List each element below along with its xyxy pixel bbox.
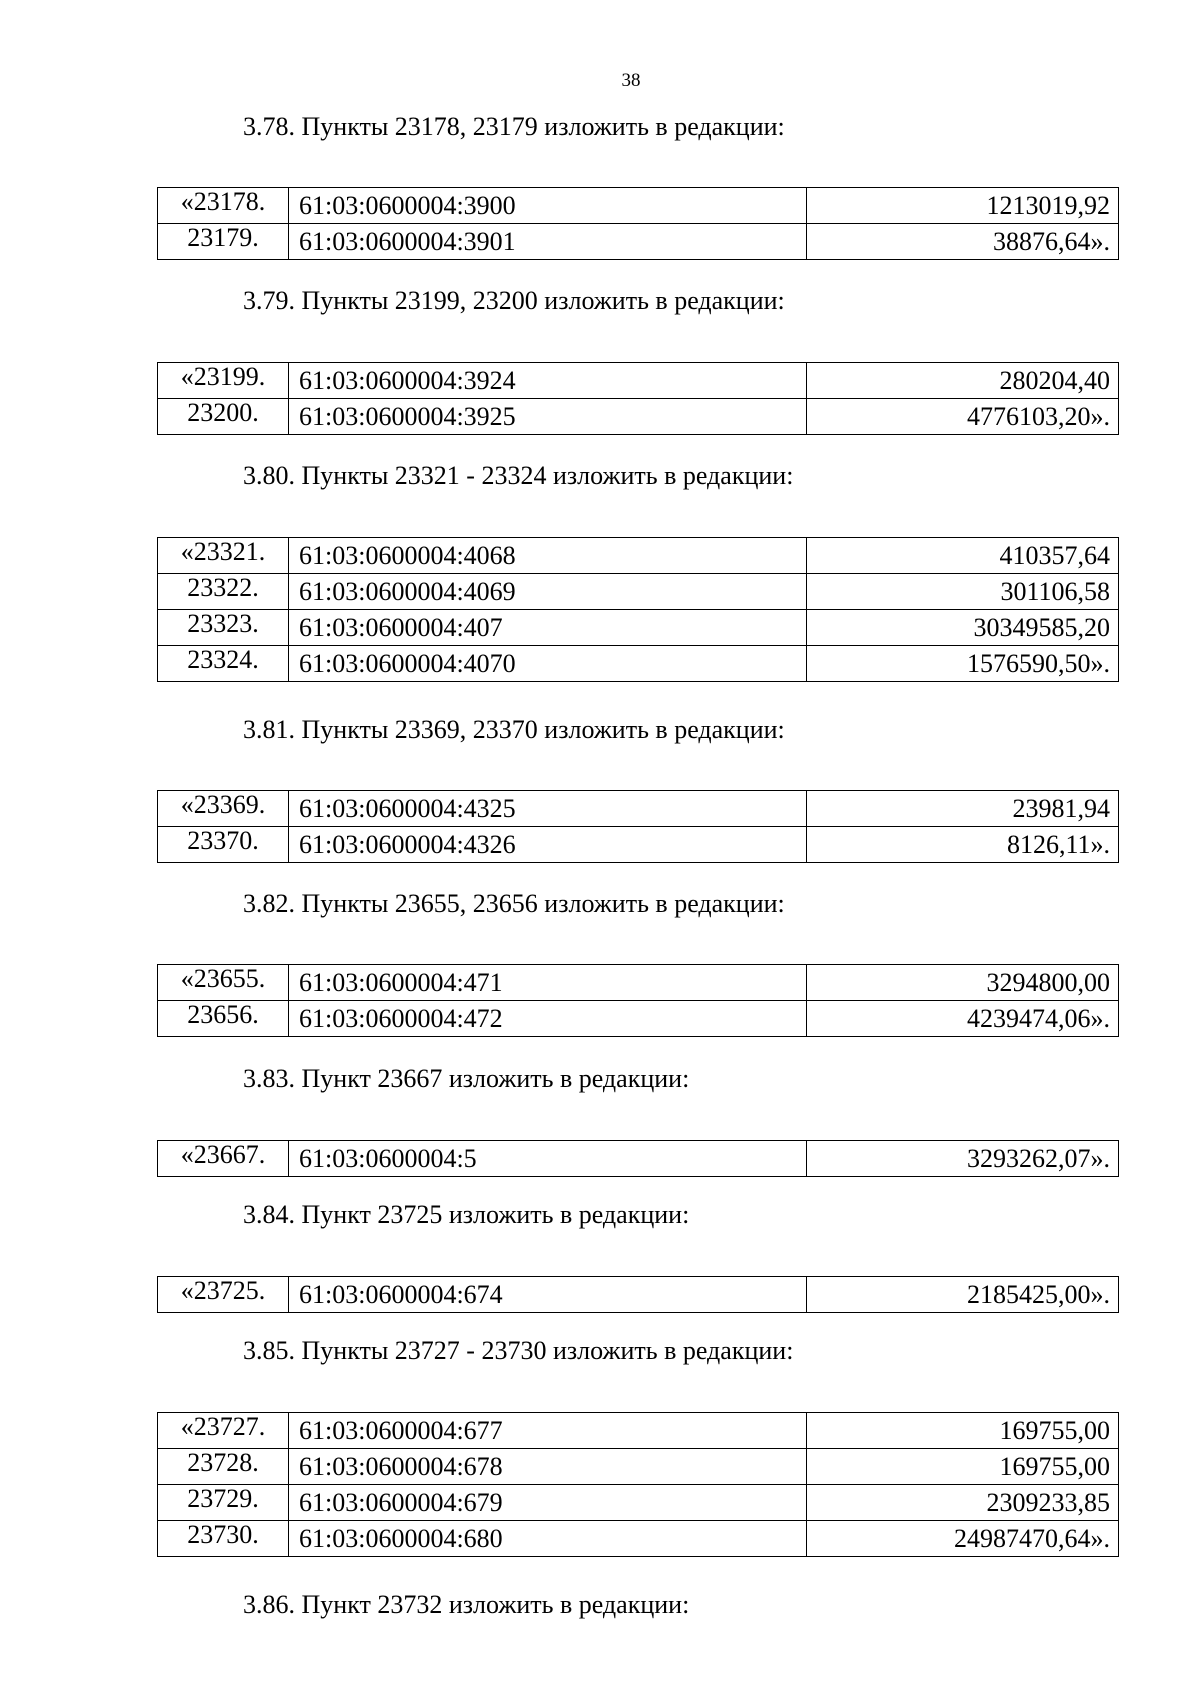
cadastral-value-cell: 2185425,00». xyxy=(807,1277,1119,1313)
item-number: «23369. xyxy=(180,790,266,819)
item-number-cell xyxy=(158,1521,289,1557)
cadastral-value-cell: 410357,64 xyxy=(807,538,1119,574)
item-number: «23655. xyxy=(180,964,266,993)
cadastral-value-cell: 4776103,20». xyxy=(807,399,1119,435)
item-number: 23728. xyxy=(187,1448,259,1477)
section-heading: 3.82. Пункты 23655, 23656 изложить в редакции: xyxy=(243,889,785,918)
item-number: «23667. xyxy=(180,1140,266,1169)
parcel-table xyxy=(157,362,1119,435)
cadastral-number-cell: 61:03:0600004:679 xyxy=(289,1485,807,1521)
cadastral-value-cell: 3294800,00 xyxy=(807,965,1119,1001)
item-number-cell xyxy=(158,399,289,435)
cadastral-value-cell: 23981,94 xyxy=(807,791,1119,827)
table-row xyxy=(158,827,1119,863)
section-heading: 3.81. Пункты 23369, 23370 изложить в редакции: xyxy=(243,715,785,744)
table-row xyxy=(158,1141,1119,1177)
section-heading: 3.79. Пункты 23199, 23200 изложить в редакции: xyxy=(243,286,785,315)
cadastral-value-cell: 301106,58 xyxy=(807,574,1119,610)
parcel-table xyxy=(157,1140,1119,1177)
cadastral-number-cell: 61:03:0600004:4326 xyxy=(289,827,807,863)
item-number: 23179. xyxy=(187,223,259,252)
cadastral-value-cell: 38876,64». xyxy=(807,224,1119,260)
section-heading: 3.85. Пункты 23727 - 23730 изложить в редакции: xyxy=(243,1336,794,1365)
cadastral-number-cell: 61:03:0600004:407 xyxy=(289,610,807,646)
table-row xyxy=(158,1521,1119,1557)
item-number-cell xyxy=(158,1001,289,1037)
cadastral-value-cell: 4239474,06». xyxy=(807,1001,1119,1037)
cadastral-value-cell: 3293262,07». xyxy=(807,1141,1119,1177)
parcel-table xyxy=(157,187,1119,260)
cadastral-value-cell: 1213019,92 xyxy=(807,188,1119,224)
table-row xyxy=(158,538,1119,574)
section-heading: 3.78. Пункты 23178, 23179 изложить в редакции: xyxy=(243,112,785,141)
section-heading: 3.80. Пункты 23321 - 23324 изложить в редакции: xyxy=(243,461,794,490)
table-row xyxy=(158,791,1119,827)
cadastral-value-cell: 2309233,85 xyxy=(807,1485,1119,1521)
cadastral-number-cell: 61:03:0600004:3900 xyxy=(289,188,807,224)
item-number-cell xyxy=(158,610,289,646)
cadastral-number-cell: 61:03:0600004:4069 xyxy=(289,574,807,610)
cadastral-number-cell: 61:03:0600004:4070 xyxy=(289,646,807,682)
table-row xyxy=(158,399,1119,435)
table-row xyxy=(158,1413,1119,1449)
cadastral-value-cell: 280204,40 xyxy=(807,363,1119,399)
item-number: 23323. xyxy=(187,609,259,638)
table-row xyxy=(158,574,1119,610)
cadastral-number-cell: 61:03:0600004:677 xyxy=(289,1413,807,1449)
parcel-table xyxy=(157,964,1119,1037)
item-number-cell xyxy=(158,1413,289,1449)
item-number-cell xyxy=(158,1485,289,1521)
item-number-cell xyxy=(158,1449,289,1485)
item-number-cell xyxy=(158,791,289,827)
section-heading: 3.84. Пункт 23725 изложить в редакции: xyxy=(243,1200,690,1229)
item-number: «23178. xyxy=(180,187,266,216)
item-number-cell xyxy=(158,827,289,863)
table-row xyxy=(158,1449,1119,1485)
table-row xyxy=(158,1277,1119,1313)
cadastral-value-cell: 24987470,64». xyxy=(807,1521,1119,1557)
cadastral-value-cell: 169755,00 xyxy=(807,1449,1119,1485)
item-number: 23730. xyxy=(187,1520,259,1549)
item-number: «23727. xyxy=(180,1412,266,1441)
table-row xyxy=(158,965,1119,1001)
parcel-table xyxy=(157,1412,1119,1557)
table-row xyxy=(158,646,1119,682)
section-heading: 3.86. Пункт 23732 изложить в редакции: xyxy=(243,1590,690,1619)
item-number: 23656. xyxy=(187,1000,259,1029)
table-row xyxy=(158,188,1119,224)
cadastral-number-cell: 61:03:0600004:3925 xyxy=(289,399,807,435)
item-number: «23321. xyxy=(180,537,266,566)
cadastral-number-cell: 61:03:0600004:4325 xyxy=(289,791,807,827)
cadastral-value-cell: 30349585,20 xyxy=(807,610,1119,646)
cadastral-number-cell: 61:03:0600004:3924 xyxy=(289,363,807,399)
table-row xyxy=(158,610,1119,646)
item-number-cell xyxy=(158,646,289,682)
table-row xyxy=(158,1485,1119,1521)
cadastral-number-cell: 61:03:0600004:471 xyxy=(289,965,807,1001)
item-number-cell xyxy=(158,1141,289,1177)
cadastral-number-cell: 61:03:0600004:472 xyxy=(289,1001,807,1037)
cadastral-number-cell: 61:03:0600004:674 xyxy=(289,1277,807,1313)
item-number-cell xyxy=(158,1277,289,1313)
table-row xyxy=(158,363,1119,399)
parcel-table xyxy=(157,790,1119,863)
cadastral-value-cell: 169755,00 xyxy=(807,1413,1119,1449)
table-row xyxy=(158,224,1119,260)
page-number: 38 xyxy=(621,70,641,91)
item-number-cell xyxy=(158,538,289,574)
parcel-table xyxy=(157,537,1119,682)
item-number: 23729. xyxy=(187,1484,259,1513)
item-number-cell xyxy=(158,363,289,399)
cadastral-number-cell: 61:03:0600004:680 xyxy=(289,1521,807,1557)
section-heading: 3.83. Пункт 23667 изложить в редакции: xyxy=(243,1064,690,1093)
item-number: 23370. xyxy=(187,826,259,855)
item-number: 23200. xyxy=(187,398,259,427)
item-number-cell xyxy=(158,224,289,260)
item-number: «23725. xyxy=(180,1276,266,1305)
cadastral-number-cell: 61:03:0600004:678 xyxy=(289,1449,807,1485)
cadastral-value-cell: 8126,11». xyxy=(807,827,1119,863)
table-row xyxy=(158,1001,1119,1037)
item-number: 23322. xyxy=(187,573,259,602)
cadastral-number-cell: 61:03:0600004:5 xyxy=(289,1141,807,1177)
item-number-cell xyxy=(158,965,289,1001)
cadastral-number-cell: 61:03:0600004:4068 xyxy=(289,538,807,574)
item-number: «23199. xyxy=(180,362,266,391)
cadastral-value-cell: 1576590,50». xyxy=(807,646,1119,682)
cadastral-number-cell: 61:03:0600004:3901 xyxy=(289,224,807,260)
item-number-cell xyxy=(158,574,289,610)
item-number: 23324. xyxy=(187,645,259,674)
item-number-cell xyxy=(158,188,289,224)
parcel-table xyxy=(157,1276,1119,1313)
